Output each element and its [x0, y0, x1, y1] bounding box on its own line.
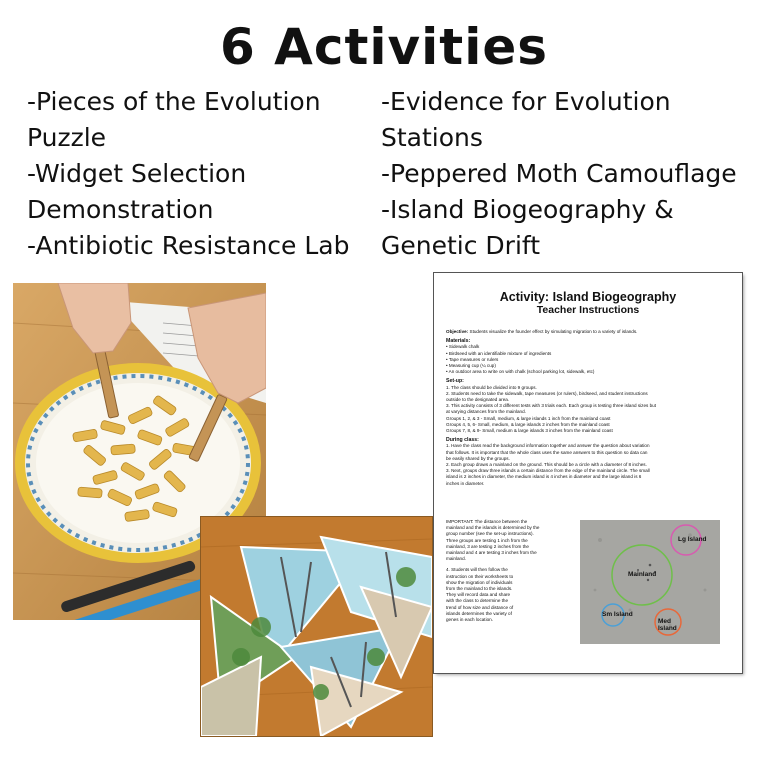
step4-line: islands determines the variety of [446, 610, 512, 616]
document-left-column [446, 519, 578, 623]
activity-list-right [381, 84, 761, 264]
during-line: be easily shared by the groups. [446, 455, 510, 461]
step4-line: show the migration of individuals [446, 579, 513, 585]
activity-line: -Pieces of the Evolution [27, 87, 321, 116]
important-line: mainland and the islands is determined by the [446, 525, 540, 531]
activity-line: Puzzle [27, 123, 107, 152]
activity-line: -Peppered Moth Camouflage [381, 159, 737, 188]
during-label: During class: [446, 437, 479, 444]
setup-label: Set-up: [446, 378, 464, 385]
activity-list-left [27, 84, 372, 264]
during-line: inches in diameter. [446, 480, 485, 486]
step4-line: 4. Students will then follow the [446, 567, 508, 573]
step4-line: trend of how size and distance of [446, 604, 514, 610]
materials-item: • Birdseed with an identifiable mixture of ingredients [446, 350, 552, 356]
setup-line: 1. The class should be divided into 9 groups. [446, 384, 537, 390]
objective-text: Students visualize the founder effect by simulating migration to a variety of islands. [469, 329, 638, 334]
activity-line: Stations [381, 123, 483, 152]
step4-line: genes in each location. [446, 617, 493, 623]
during-line: island is 2 inches in diameter, the medium island is 4 inches in diameter and the large island is 6 [446, 474, 642, 480]
island-map-photo [580, 520, 720, 644]
step4-line: from the mainland to the islands. [446, 586, 513, 592]
objective-label: Objective: [446, 329, 469, 334]
setup-line: outside to the designated area. [446, 397, 510, 403]
page-title: 6 Activities [219, 18, 548, 76]
important-line: mainland. [446, 556, 466, 562]
step4-line: with the class to determine the [446, 598, 509, 604]
important-line: Three groups are testing 1 inch from the [446, 537, 528, 543]
setup-line: 3. This activity consists of 3 different tests with 3 trials each. Each group is testing three island sizes but [446, 403, 656, 409]
activity-line: Genetic Drift [381, 231, 541, 260]
setup-line: at varying distances from the mainland. [446, 409, 526, 415]
materials-item: • An outdoor area to write on with chalk (school parking lot, sidewalk, etc) [446, 369, 595, 375]
during-line: 2. Each group draws a mainland on the ground. This should be a circle with a diameter of 8 inches. [446, 462, 647, 468]
step4-line: They will record data and share [446, 592, 511, 598]
activity-line: -Evidence for Evolution [381, 87, 671, 116]
materials-item: • Sidewalk chalk [446, 344, 480, 350]
step4-line: instruction on their worksheets to [446, 573, 514, 579]
activity-line: -Island Biogeography & [381, 195, 674, 224]
setup-line: Groups 7, 8, & 9- Small, medium & large islands 3 inches from the mainland coast [446, 428, 613, 434]
document-body [446, 329, 734, 487]
important-line: IMPORTANT: The distance between the [446, 519, 528, 524]
during-line: 3. Next, groups draw three islands a certain distance from the edge of the mainland circle. The small [446, 468, 650, 474]
map-label-sm-island: Sm Island [602, 611, 633, 618]
materials-label: Materials: [446, 338, 471, 345]
map-label-med-island: Med Island [658, 618, 677, 632]
document-subtitle: Teacher Instructions [536, 304, 640, 316]
activity-line: -Antibiotic Resistance Lab [27, 231, 350, 260]
map-label-lg-island: Lg Island [678, 536, 707, 543]
materials-item: • Measuring cup (¼ cup) [446, 363, 496, 369]
teacher-instructions-document [434, 273, 742, 673]
materials-item: • Tape measures or rulers [446, 356, 499, 362]
important-line: mainland and 4 are testing 3 inches from the [446, 550, 537, 556]
important-line: mainland, 3 are testing 2 inches from the [446, 543, 529, 549]
setup-line: Groups 1, 2, & 3 - Small, medium, & large islands 1 inch from the mainland coast [446, 415, 611, 421]
during-line: 1. Have the class read the background information together and answer the question about variation [446, 443, 650, 449]
map-label-mainland: Mainland [628, 571, 657, 578]
activity-line: Demonstration [27, 195, 214, 224]
puzzle-pieces-photo [201, 517, 432, 736]
important-line: group number (see the set-up instructions). [446, 531, 534, 537]
setup-line: Groups 4, 5, 6- Small, medium, & large islands 2 inches from the mainland coast [446, 421, 610, 427]
during-line: that follows. It is important that the whole class uses the same answers to this question so data can [446, 449, 648, 455]
document-title: Activity: Island Biogeography [499, 290, 677, 304]
activity-line: -Widget Selection [27, 159, 247, 188]
puzzle-pieces-illustration [201, 517, 432, 736]
setup-line: 2. Students need to take the sidewalk, tape measures (or rulers), birdseed, and student instructions [446, 390, 648, 396]
